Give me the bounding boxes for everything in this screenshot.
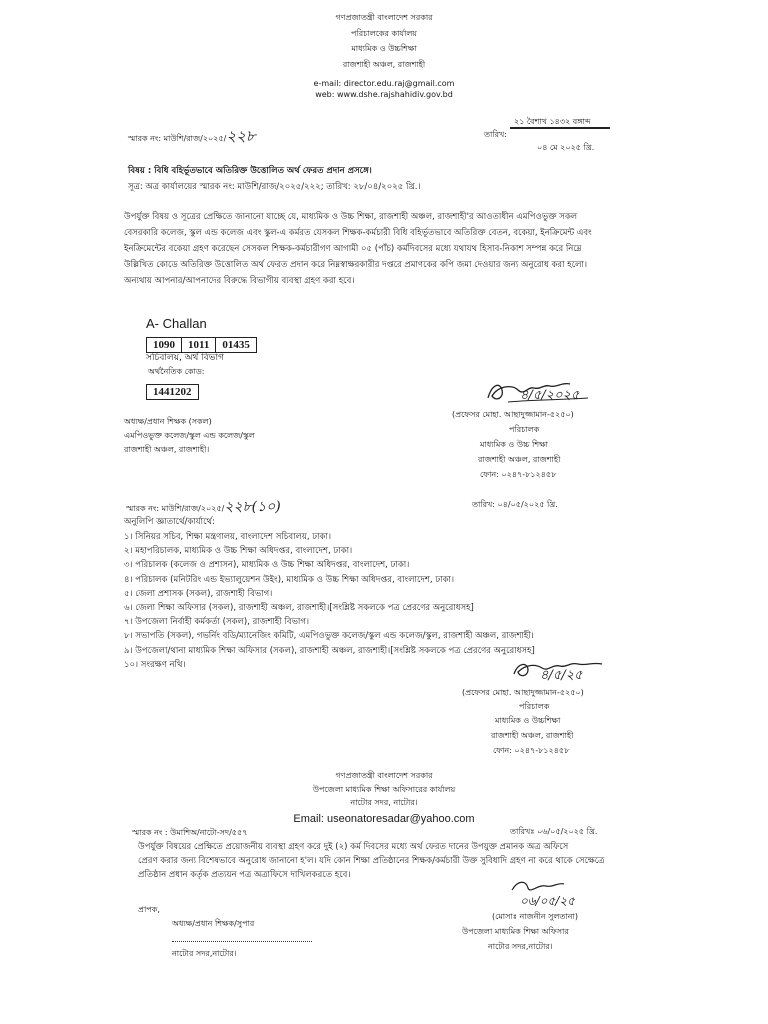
challan-code: 1011 <box>181 337 216 353</box>
copy-item: ৭। উপজেলা নির্বাহী কর্মকর্তা (সকল), রাজশাহী বিভাগ। <box>124 617 309 628</box>
date-bangla: ২১ বৈশাখ ১৪৩২ বঙ্গাব্দ <box>514 117 591 126</box>
copy-item: ৬। জেলা শিক্ষা অফিসার (সকল), রাজশাহী অঞ্চল, রাজশাহী।[সংশ্লিষ্ট সকলকে পত্র প্রেরণের অনুরোধসহ] <box>124 603 474 614</box>
signer-2-office: মাধ্যমিক ও উচ্চশিক্ষা <box>495 716 561 725</box>
body-line: অন্যথায় আপনার/আপনাদের বিরুদ্ধে বিভাগীয় ব্যবস্থা গ্রহণ করা হবে। <box>124 276 355 286</box>
memo2-ref-label: স্মারক নং: মাউশি/রাজ/২০২৫/ <box>126 504 225 513</box>
signer-2-region: রাজশাহী অঞ্চল, রাজশাহী <box>491 731 574 740</box>
to-line-3: নাটোর সদর,নাটোর। <box>172 949 237 958</box>
recipient-line: এমপিওভুক্ত কলেজ/স্কুল এন্ড কলেজ/স্কুল <box>124 431 255 440</box>
challan-office: সচিবালয়, অর্থ বিভাগ <box>146 353 225 363</box>
signer-1-title: পরিচালক <box>509 425 540 434</box>
copy-item: ১০। সংরক্ষণ নথি। <box>124 659 186 670</box>
copy-item: ৩। পরিচালক (কলেজ ও প্রশাসন), মাধ্যমিক ও উচ্চ শিক্ষা অধিদপ্তর, বাংলাদেশ, ঢাকা। <box>124 560 410 571</box>
signer-1-name: (প্রফেসর মোহা. আছাদুজ্জামান-৫২৫০) <box>452 410 574 419</box>
letterhead-govt: গণপ্রজাতন্ত্রী বাংলাদেশ সরকার <box>335 13 433 22</box>
signer-1-office: মাধ্যমিক ও উচ্চ শিক্ষা <box>480 440 548 449</box>
memo-ref-handwritten: ২২৮ <box>226 127 256 145</box>
letterhead-web: web: www.dshe.rajshahidiv.gov.bd <box>315 90 453 99</box>
letterhead-office: পরিচালকের কার্যালয় <box>351 29 417 38</box>
letterhead-dept: মাধ্যমিক ও উচ্চশিক্ষা <box>351 44 417 53</box>
signer-2-phone: ফোন: ০২৪৭-৮১২৪৫৮ <box>493 746 570 755</box>
signer-2-title: পরিচালক <box>519 702 550 711</box>
subject: বিষয় : বিধি বহির্ভূতভাবে অতিরিক্ত উত্তোলিত অর্থ ফেরত প্রদান প্রসঙ্গে। <box>128 166 372 176</box>
upazila-address: নাটোর সদর, নাটোর। <box>350 798 418 807</box>
signature-1-date: ৪/৫/২০২৫ <box>520 388 580 403</box>
memo2-date: তারিখ: ০৪/০৫/২০২৫ খ্রি. <box>472 500 558 509</box>
to-line-1: অধ্যক্ষ/প্রধান শিক্ষক/সুপার <box>172 919 255 928</box>
signature-3-date: ০৬/০৫/২৫ <box>520 894 575 908</box>
upazila-email: Email: useonatoresadar@yahoo.com <box>293 813 475 825</box>
date-greg: ০৪ মে ২০২৫ খ্রি. <box>537 143 595 152</box>
challan-code: 01435 <box>215 337 257 353</box>
body-line: বেসরকারি কলেজ, স্কুল এন্ড কলেজ এবং স্কুল-এ কর্মরত যেসকল শিক্ষক-কর্মচারী বিধি বহির্ভূতভাবে অতিরিক্ত বেতন, বকেয়া, ইনক্রিমেন্ট এবং <box>124 228 592 238</box>
body-line: উপর্যুক্ত বিষয় ও সূত্রের প্রেক্ষিতে জানানো যাচ্ছে যে, মাধ্যমিক ও উচ্চ শিক্ষা, রাজশাহী অঞ্চল, রাজশাহী'র আওতাধীন এমপিওভুক্ত সকল <box>124 212 578 222</box>
upazila-body <box>138 840 658 882</box>
date-label: তারিখ: <box>484 130 507 139</box>
upazila-body-line: প্রতিষ্ঠান প্রধান কর্তৃক প্রত্যয়ন পত্র অত্রাফিসে দাখিলকরতে হবে। <box>138 870 351 880</box>
copy-item: ৫। জেলা প্রশাসক (সকল), রাজশাহী বিভাগ। <box>124 588 273 599</box>
signature-2-date: ৪/৫/২৫ <box>540 668 583 683</box>
copy-item: ৪। পরিচালক (মনিটরিং এন্ড ইভ্যালুয়েশন উইং), মাধ্যমিক ও উচ্চ শিক্ষা অধিদপ্তর, বাংলাদেশ, ঢাকা। <box>124 574 455 585</box>
date-divider <box>510 127 610 129</box>
signer-3-name: (মোসাঃ নাজনীন সুলতানা) <box>492 912 578 921</box>
body-line: ইনক্রিমেন্টের বকেয়া গ্রহণ করেছেন সেসকল শিক্ষক-কর্মচারীগণ আগামী ০৫ (পাঁচ) কর্মদিবসের মধ্যে যথাযথ হিসাব-নিকাশ সম্পন্ন করে নিম্নে <box>124 244 582 254</box>
copies-heading: অনুলিপি জ্ঞাতার্থে/কার্যার্থে: <box>124 517 215 527</box>
copy-item: ১। সিনিয়র সচিব, শিক্ষা মন্ত্রণালয়, বাংলাদেশ সচিবালয়, ঢাকা। <box>124 532 332 542</box>
body-line: উল্লিখিত কোডে অতিরিক্ত উত্তোলিত অর্থ ফেরত প্রদান করে নিম্নস্বাক্ষরকারীর দপ্তরে প্রমাণকের কপি জমা দেওয়ার জন্য অনুরোধ করা হলো। <box>124 260 587 270</box>
challan-title: A- Challan <box>146 316 207 331</box>
upazila-govt: গণপ্রজাতন্ত্রী বাংলাদেশ সরকার <box>335 771 433 780</box>
copies-list <box>124 530 535 672</box>
copy-item: ৮। সভাপতি (সকল), গভর্নিং বডি/ম্যানেজিং কমিটি, এমপিওভুক্ত কলেজ/স্কুল এন্ড কলেজ/স্কুল, রাজশাহী অঞ্চল, রাজশাহী। <box>124 631 534 642</box>
upazila-ref: স্মারক নং : উমাশিঅ/নাটো-সদ/৫৫৭ <box>132 828 248 837</box>
letterhead-email: e-mail: director.edu.raj@gmail.com <box>313 79 455 88</box>
econ-code <box>146 380 198 400</box>
recipient-line: রাজশাহী অঞ্চল, রাজশাহী। <box>124 445 210 454</box>
prapok-label: প্রাপক, <box>138 905 160 914</box>
memo-body <box>124 209 644 289</box>
signer-1-region: রাজশাহী অঞ্চল, রাজশাহী <box>478 455 561 464</box>
econ-code-value: 1441202 <box>146 384 199 400</box>
upazila-body-line: উপর্যুক্ত বিষয়ের প্রেক্ষিতে প্রয়োজনীয় ব্যবস্থা গ্রহণ করে দুই (২) কর্ম দিবসের মধ্যে অর্থ ফেরত দানের উপযুক্ত প্রমানক অত্র অফিসে <box>138 842 569 852</box>
to-dotted-line <box>172 940 312 942</box>
upazila-date: তারিখঃ ০৬/০৫/২০২৫ খ্রি. <box>510 827 598 836</box>
upazila-office: উপজেলা মাধ্যমিক শিক্ষা অফিসারের কার্যালয় <box>312 785 456 794</box>
signer-3-title: উপজেলা মাধ্যমিক শিক্ষা অফিসার <box>462 927 569 936</box>
memo-ref-label: স্মারক নং: মাউশি/রাজ/২০২৫/ <box>128 134 227 143</box>
copy-item: ২। মহাপরিচালক, মাধ্যমিক ও উচ্চ শিক্ষা অধিদপ্তর, বাংলাদেশ, ঢাকা। <box>124 546 353 557</box>
memo2-ref <box>126 499 281 515</box>
econ-code-label: অর্থনৈতিক কোড: <box>148 367 205 376</box>
memo-ref <box>128 127 256 145</box>
challan-code: 1090 <box>146 337 182 353</box>
upazila-body-line: প্রেরণ করার জন্য বিশেষভাবে অনুরোধ জানানো হ'ল। যদি কোন শিক্ষা প্রতিষ্ঠানের শিক্ষক/কর্মচারী উক্ত সুবিধাদি গ্রহণ না করে থাকে সেক্ষেত্রে <box>138 856 605 866</box>
copy-item: ৯। উপজেলা/থানা মাধ্যমিক শিক্ষা অফিসার (সকল), রাজশাহী অঞ্চল, রাজশাহী।[সংশ্লিষ্ট সকলকে পত্র প্রেরণের অনুরোধসহ] <box>124 645 535 656</box>
source-reference: সূত্র: অত্র কার্যালয়ের স্মারক নং: মাউশি/রাজ/২০২৫/২২২; তারিখ: ২৮/০৪/২০২৫ খ্রি.। <box>128 182 421 192</box>
challan-codes <box>146 333 256 353</box>
signer-1-phone: ফোন: ০২৪৭-৮১২৪৫৮ <box>480 470 557 479</box>
signer-3-office: নাটোর সদর,নাটোর। <box>488 942 553 951</box>
memo2-ref-handwritten: ২২৮(১০) <box>224 499 281 515</box>
signer-2-name: (প্রফেসর মোহা. আছাদুজ্জামান-৫২৫০) <box>462 688 584 697</box>
letterhead-region: রাজশাহী অঞ্চল, রাজশাহী <box>342 60 426 69</box>
recipient-line: অধ্যক্ষ/প্রধান শিক্ষক (সকল) <box>124 417 212 426</box>
